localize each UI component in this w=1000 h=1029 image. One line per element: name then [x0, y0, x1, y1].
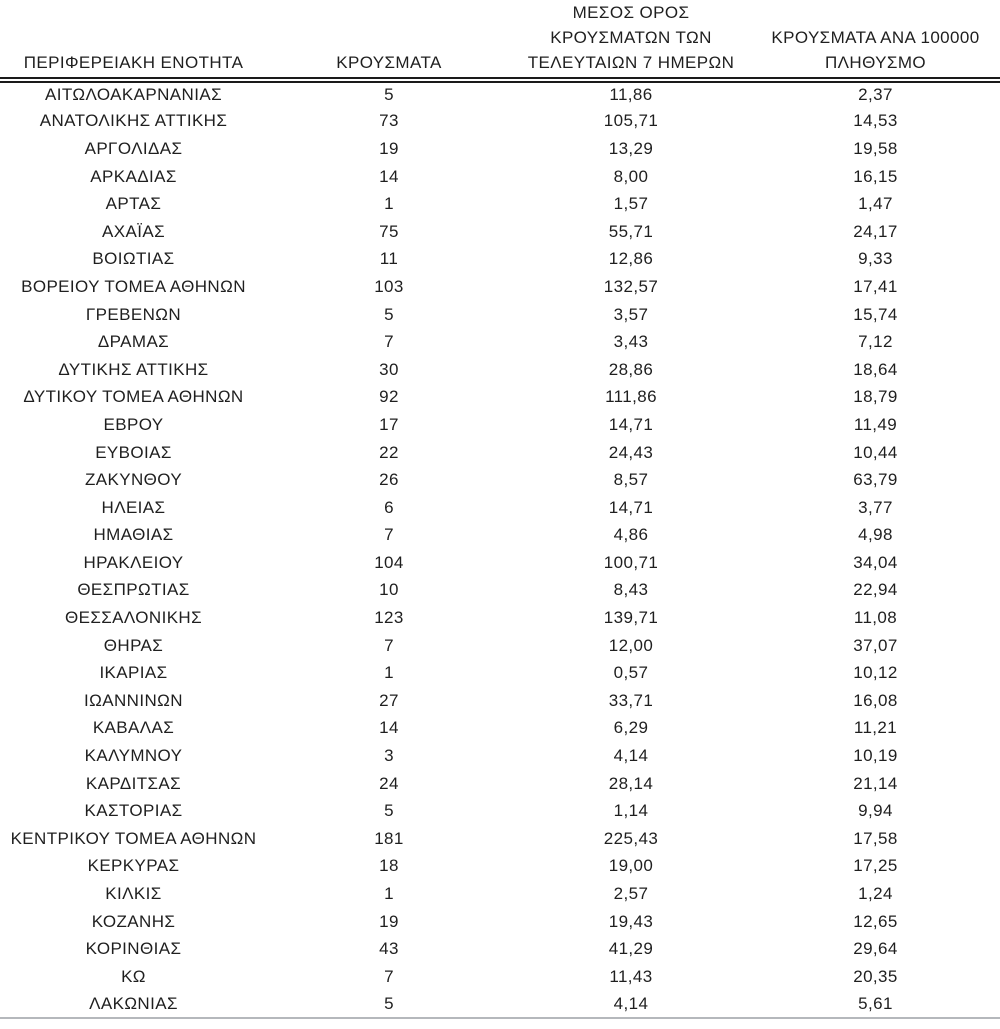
region-name-cell: ΔΥΤΙΚΗΣ ΑΤΤΙΚΗΣ — [58, 359, 209, 379]
per-100000-value-cell: 1,47 — [858, 194, 893, 214]
table-row — [0, 549, 1000, 577]
avg-7day-value-cell: 8,00 — [613, 166, 649, 186]
table-row — [0, 604, 1000, 632]
region-name-cell: ΙΚΑΡΙΑΣ — [99, 663, 168, 683]
header-line: ΚΡΟΥΣΜΑΤΩΝ ΤΩΝ — [550, 28, 712, 47]
per-100000-value-cell: 20,35 — [853, 966, 898, 986]
region-name-cell: ΚΑΡΔΙΤΣΑΣ — [85, 773, 182, 793]
table-row — [0, 577, 1000, 605]
region-name-cell: ΖΑΚΥΝΘΟΥ — [84, 470, 183, 490]
per-100000-value-cell: 14,53 — [853, 111, 898, 131]
avg-7day-value-cell: 111,86 — [605, 387, 657, 407]
region-name-cell: ΑΡΚΑΔΙΑΣ — [90, 166, 177, 186]
avg-7day-value-cell: 1,57 — [613, 194, 649, 214]
region-name-cell: ΚΟΖΑΝΗΣ — [91, 911, 176, 931]
avg-7day-value-cell: 139,71 — [603, 608, 659, 628]
avg-7day-value-cell: 13,29 — [608, 138, 654, 158]
col-header-regional-unit — [0, 0, 267, 80]
cases-value-cell: 103 — [374, 276, 404, 296]
region-name-cell: ΚΟΡΙΝΘΙΑΣ — [85, 939, 182, 959]
cases-value-cell: 18 — [379, 856, 399, 876]
col-header-cases-per-100000 — [751, 0, 1000, 80]
region-name-cell: ΗΛΕΙΑΣ — [101, 497, 166, 517]
per-100000-value-cell: 5,61 — [858, 993, 893, 1013]
avg-7day-value-cell: 3,43 — [613, 332, 649, 352]
region-name-cell: ΑΙΤΩΛΟΑΚΑΡΝΑΝΙΑΣ — [45, 85, 222, 105]
cases-value-cell: 19 — [379, 911, 399, 931]
region-name-cell: ΒΟΡΕΙΟΥ ΤΟΜΕΑ ΑΘΗΝΩΝ — [21, 276, 246, 296]
table-row — [0, 522, 1000, 550]
per-100000-value-cell: 10,44 — [853, 442, 898, 462]
region-name-cell: ΑΡΓΟΛΙΔΑΣ — [84, 138, 183, 158]
table-row — [0, 301, 1000, 329]
table-row — [0, 825, 1000, 853]
region-name-cell: ΛΑΚΩΝΙΑΣ — [89, 993, 178, 1013]
per-100000-value-cell: 7,12 — [858, 332, 893, 352]
table-row — [0, 218, 1000, 246]
avg-7day-value-cell: 100,71 — [603, 552, 659, 572]
avg-7day-value-cell: 132,57 — [603, 276, 659, 296]
cases-value-cell: 7 — [384, 966, 394, 986]
avg-7day-value-cell: 11,86 — [609, 85, 653, 105]
table-row — [0, 190, 1000, 218]
header-line: ΠΛΗΘΥΣΜΟ — [824, 53, 927, 72]
table-row — [0, 715, 1000, 743]
per-100000-value-cell: 34,04 — [853, 552, 898, 572]
region-name-cell: ΚΑΣΤΟΡΙΑΣ — [84, 801, 183, 821]
table-row — [0, 273, 1000, 301]
table-body — [0, 80, 1000, 1018]
cases-value-cell: 10 — [379, 580, 399, 600]
table-row — [0, 246, 1000, 274]
per-100000-value-cell: 37,07 — [853, 635, 898, 655]
avg-7day-value-cell: 14,71 — [608, 414, 654, 434]
cases-value-cell: 73 — [379, 111, 399, 131]
table-row — [0, 991, 1000, 1019]
table-row — [0, 770, 1000, 798]
per-100000-value-cell: 9,33 — [858, 249, 893, 269]
per-100000-value-cell: 10,12 — [853, 663, 898, 683]
per-100000-value-cell: 11,08 — [853, 608, 898, 628]
region-name-cell: ΕΥΒΟΙΑΣ — [95, 442, 172, 462]
avg-7day-value-cell: 225,43 — [603, 828, 659, 848]
region-name-cell: ΕΒΡΟΥ — [103, 414, 164, 434]
avg-7day-value-cell: 12,86 — [608, 249, 654, 269]
region-name-cell: ΒΟΙΩΤΙΑΣ — [92, 249, 175, 269]
per-100000-value-cell: 22,94 — [853, 580, 898, 600]
table-row — [0, 742, 1000, 770]
per-100000-value-cell: 11,21 — [853, 718, 898, 738]
per-100000-value-cell: 24,17 — [853, 221, 898, 241]
avg-7day-value-cell: 14,71 — [608, 497, 654, 517]
table-row — [0, 356, 1000, 384]
cases-value-cell: 5 — [384, 993, 394, 1013]
table-row — [0, 411, 1000, 439]
per-100000-value-cell: 18,64 — [853, 359, 898, 379]
table-row — [0, 687, 1000, 715]
cases-value-cell: 27 — [379, 690, 399, 710]
cases-value-cell: 17 — [379, 414, 399, 434]
table-row — [0, 384, 1000, 412]
region-name-cell: ΚΑΛΥΜΝΟΥ — [84, 746, 183, 766]
cases-value-cell: 43 — [379, 939, 399, 959]
per-100000-value-cell: 12,65 — [853, 911, 898, 931]
table-header — [0, 0, 1000, 80]
cases-value-cell: 5 — [384, 85, 394, 105]
avg-7day-value-cell: 19,00 — [608, 856, 654, 876]
avg-7day-value-cell: 8,43 — [613, 580, 649, 600]
per-100000-value-cell: 17,41 — [853, 276, 898, 296]
region-name-cell: ΓΡΕΒΕΝΩΝ — [85, 304, 182, 324]
per-100000-value-cell: 10,19 — [853, 746, 898, 766]
avg-7day-value-cell: 24,43 — [608, 442, 654, 462]
cases-value-cell: 30 — [379, 359, 399, 379]
table-row — [0, 935, 1000, 963]
cases-value-cell: 1 — [384, 884, 394, 904]
header-row — [0, 0, 1000, 80]
region-name-cell: ΔΡΑΜΑΣ — [97, 332, 170, 352]
cases-value-cell: 5 — [384, 801, 394, 821]
region-name-cell: ΔΥΤΙΚΟΥ ΤΟΜΕΑ ΑΘΗΝΩΝ — [23, 387, 244, 407]
cases-value-cell: 1 — [384, 663, 394, 683]
cases-value-cell: 1 — [384, 194, 394, 214]
cases-value-cell: 19 — [379, 138, 399, 158]
region-name-cell: ΚΩ — [121, 966, 146, 986]
per-100000-value-cell: 4,98 — [858, 525, 893, 545]
cases-value-cell: 181 — [374, 828, 404, 848]
cases-value-cell: 5 — [384, 304, 394, 324]
avg-7day-value-cell: 0,57 — [613, 663, 649, 683]
table-row — [0, 328, 1000, 356]
per-100000-value-cell: 17,58 — [853, 828, 898, 848]
cases-value-cell: 22 — [379, 442, 399, 462]
table-row — [0, 466, 1000, 494]
header-line: ΤΕΛΕΥΤΑΙΩΝ 7 ΗΜΕΡΩΝ — [527, 53, 735, 72]
per-100000-value-cell: 2,37 — [858, 85, 893, 105]
col-header-avg-7day-cases — [511, 0, 751, 80]
table-row — [0, 908, 1000, 936]
per-100000-value-cell: 29,64 — [853, 939, 898, 959]
region-name-cell: ΚΙΛΚΙΣ — [105, 884, 162, 904]
header-line: ΚΡΟΥΣΜΑΤΑ — [336, 53, 442, 72]
per-100000-value-cell: 19,58 — [853, 138, 898, 158]
region-name-cell: ΘΕΣΣΑΛΟΝΙΚΗΣ — [64, 608, 203, 628]
cases-value-cell: 11 — [379, 249, 399, 269]
per-100000-value-cell: 16,08 — [853, 690, 898, 710]
cases-value-cell: 7 — [384, 635, 394, 655]
per-100000-value-cell: 1,24 — [858, 884, 893, 904]
region-name-cell: ΙΩΑΝΝΙΝΩΝ — [84, 690, 183, 710]
table-row — [0, 880, 1000, 908]
per-100000-value-cell: 11,49 — [853, 414, 898, 434]
avg-7day-value-cell: 19,43 — [608, 911, 654, 931]
per-100000-value-cell: 3,77 — [858, 497, 893, 517]
avg-7day-value-cell: 55,71 — [608, 221, 654, 241]
cases-value-cell: 3 — [384, 746, 394, 766]
col-header-cases — [267, 0, 511, 80]
cases-value-cell: 26 — [379, 470, 399, 490]
avg-7day-value-cell: 12,00 — [608, 635, 654, 655]
cases-value-cell: 7 — [384, 525, 394, 545]
avg-7day-value-cell: 8,57 — [613, 470, 649, 490]
region-name-cell: ΘΕΣΠΡΩΤΙΑΣ — [77, 580, 190, 600]
cases-value-cell: 123 — [374, 608, 404, 628]
avg-7day-value-cell: 2,57 — [613, 884, 649, 904]
avg-7day-value-cell: 4,86 — [613, 525, 649, 545]
table-row — [0, 439, 1000, 467]
cases-value-cell: 104 — [374, 552, 404, 572]
cases-value-cell: 24 — [379, 773, 399, 793]
region-name-cell: ΗΜΑΘΙΑΣ — [93, 525, 174, 545]
avg-7day-value-cell: 4,14 — [613, 993, 649, 1013]
table-row — [0, 659, 1000, 687]
region-name-cell: ΚΑΒΑΛΑΣ — [92, 718, 175, 738]
region-name-cell: ΚΕΡΚΥΡΑΣ — [87, 856, 180, 876]
avg-7day-value-cell: 28,86 — [608, 359, 654, 379]
table-row — [0, 632, 1000, 660]
avg-7day-value-cell: 11,43 — [609, 966, 653, 986]
avg-7day-value-cell: 1,14 — [613, 801, 649, 821]
cases-value-cell: 75 — [379, 221, 399, 241]
table-row — [0, 163, 1000, 191]
per-100000-value-cell: 18,79 — [853, 387, 898, 407]
cases-value-cell: 14 — [379, 166, 399, 186]
per-100000-value-cell: 16,15 — [853, 166, 898, 186]
region-name-cell: ΗΡΑΚΛΕΙΟΥ — [83, 552, 184, 572]
region-name-cell: ΑΝΑΤΟΛΙΚΗΣ ΑΤΤΙΚΗΣ — [39, 111, 228, 131]
region-name-cell: ΑΧΑΪΑΣ — [102, 221, 165, 241]
avg-7day-value-cell: 105,71 — [603, 111, 659, 131]
avg-7day-value-cell: 6,29 — [613, 718, 649, 738]
header-line: ΚΡΟΥΣΜΑΤΑ ΑΝΑ 100000 — [771, 28, 980, 47]
region-name-cell: ΑΡΤΑΣ — [105, 194, 162, 214]
avg-7day-value-cell: 3,57 — [613, 304, 649, 324]
header-line: ΠΕΡΙΦΕΡΕΙΑΚΗ ΕΝΟΤΗΤΑ — [23, 53, 244, 72]
per-100000-value-cell: 15,74 — [853, 304, 898, 324]
cases-value-cell: 7 — [384, 332, 394, 352]
table-row — [0, 80, 1000, 108]
table-row — [0, 963, 1000, 991]
table-row — [0, 135, 1000, 163]
table-row — [0, 494, 1000, 522]
cases-value-cell: 92 — [379, 387, 399, 407]
table-row — [0, 108, 1000, 136]
table-row — [0, 797, 1000, 825]
per-100000-value-cell: 63,79 — [853, 470, 898, 490]
header-line: ΜΕΣΟΣ ΟΡΟΣ — [572, 3, 690, 22]
avg-7day-value-cell: 41,29 — [608, 939, 654, 959]
cases-value-cell: 6 — [384, 497, 394, 517]
per-100000-value-cell: 17,25 — [853, 856, 898, 876]
per-100000-value-cell: 9,94 — [858, 801, 893, 821]
table-row — [0, 853, 1000, 881]
per-100000-value-cell: 21,14 — [853, 773, 898, 793]
avg-7day-value-cell: 28,14 — [608, 773, 654, 793]
region-name-cell: ΚΕΝΤΡΙΚΟΥ ΤΟΜΕΑ ΑΘΗΝΩΝ — [10, 828, 257, 848]
region-name-cell: ΘΗΡΑΣ — [103, 635, 164, 655]
avg-7day-value-cell: 33,71 — [608, 690, 654, 710]
avg-7day-value-cell: 4,14 — [613, 746, 649, 766]
cases-value-cell: 14 — [379, 718, 399, 738]
